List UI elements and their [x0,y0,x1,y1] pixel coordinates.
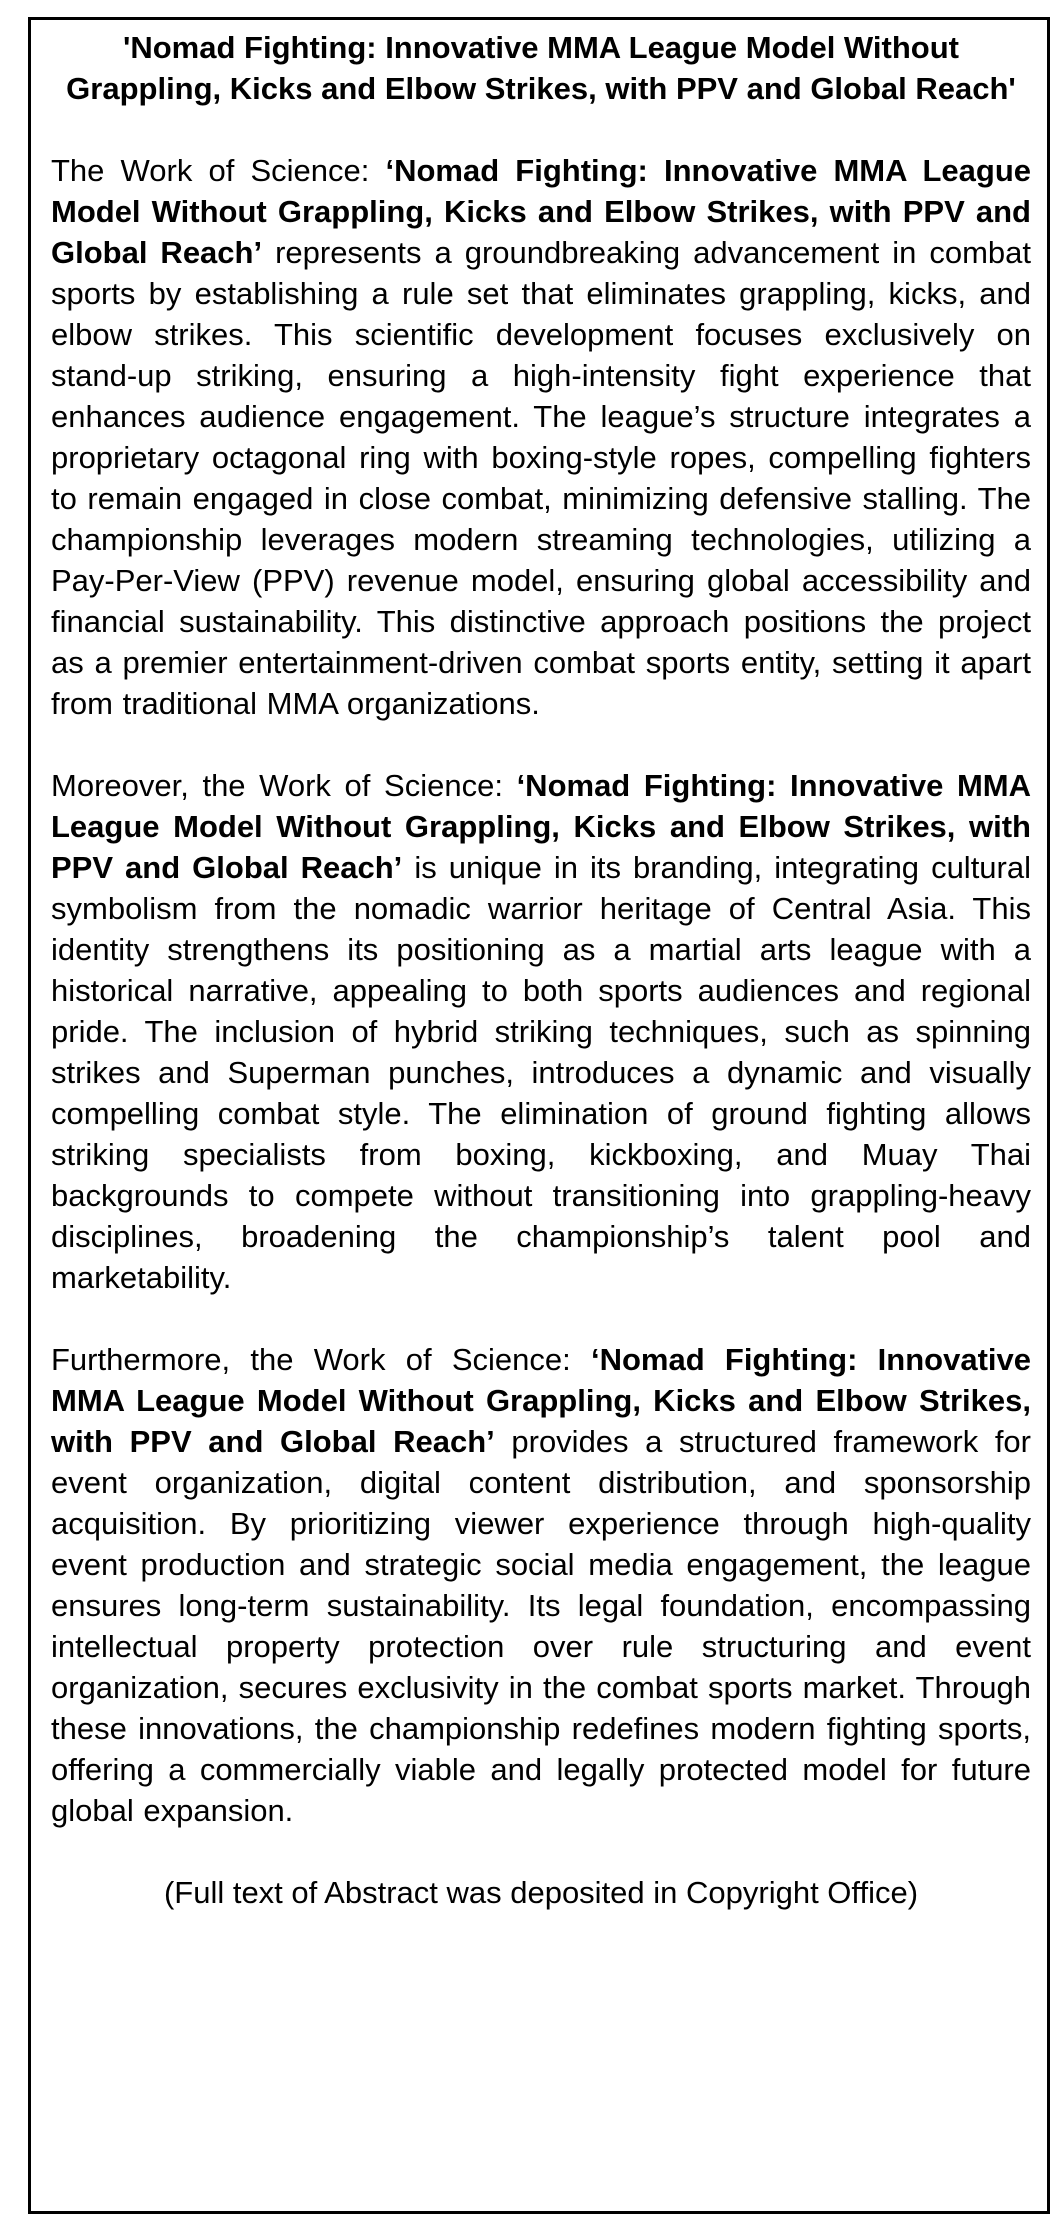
paragraph-1-body: represents a groundbreaking advancement in combat sports by establishing a rule set that eliminates grappling, kicks, and elbow strikes. This scientific development focuses exclusively on stand-up striking, ensuring a high-intensity fight experience that enhances audience engagement. The league’s structure integrates a proprietary octagonal ring with boxing-style ropes, compelling fighters to remain engaged in close combat, minimizing defensive stalling. The championship leverages modern streaming technologies, utilizing a Pay-Per-View (PPV) revenue model, ensuring global accessibility and financial sustainability. This distinctive approach positions the project as a premier entertainment-driven combat sports entity, setting it apart from traditional MMA organizations. [51,235,1031,721]
paragraph-2-lead: Moreover, the Work of Science: [51,768,517,803]
abstract-frame [28,17,1050,2214]
paragraph-3-work-title: ‘Nomad Fighting: Innovative MMA League Model Without Grappling, Kicks and Elbow Strikes, with PPV and Global Reach’ [51,1342,1031,1459]
paragraph-3-body: provides a structured framework for event organization, digital content distribution, and sponsorship acquisition. By prioritizing viewer experience through high-quality event production and strategic social media engagement, the league ensures long-term sustainability. Its legal foundation, encompassing intellectual property protection over rule structuring and event organization, secures exclusivity in the combat sports market. Through these innovations, the championship redefines modern fighting sports, offering a commercially viable and legally protected model for future global expansion. [51,1424,1031,1828]
abstract-paragraph-3 [51,1339,1031,1831]
paragraph-3-lead: Furthermore, the Work of Science: [51,1342,591,1377]
abstract-paragraph-1 [51,150,1031,724]
paragraph-1-lead: The Work of Science: [51,153,386,188]
copyright-deposit-note: (Full text of Abstract was deposited in Copyright Office) [163,1875,919,1910]
abstract-title: 'Nomad Fighting: Innovative MMA League Model Without Grappling, Kicks and Elbow Strikes, with PPV and Global Reach' [66,30,1016,106]
paragraph-2-work-title: ‘Nomad Fighting: Innovative MMA League Model Without Grappling, Kicks and Elbow Strikes, with PPV and Global Reach’ [51,768,1032,885]
paragraph-2-body: is unique in its branding, integrating cultural symbolism from the nomadic warrior heritage of Central Asia. This identity strengthens its positioning as a martial arts league with a historical narrative, appealing to both sports audiences and regional pride. The inclusion of hybrid striking techniques, such as spinning strikes and Superman punches, introduces a dynamic and visually compelling combat style. The elimination of ground fighting allows striking specialists from boxing, kickboxing, and Muay Thai backgrounds to compete without transitioning into grappling-heavy disciplines, broadening the championship’s talent pool and marketability. [51,850,1031,1295]
paragraph-1-work-title: ‘Nomad Fighting: Innovative MMA League Model Without Grappling, Kicks and Elbow Strikes, with PPV and Global Reach’ [51,153,1031,270]
abstract-paragraph-2 [51,765,1031,1298]
